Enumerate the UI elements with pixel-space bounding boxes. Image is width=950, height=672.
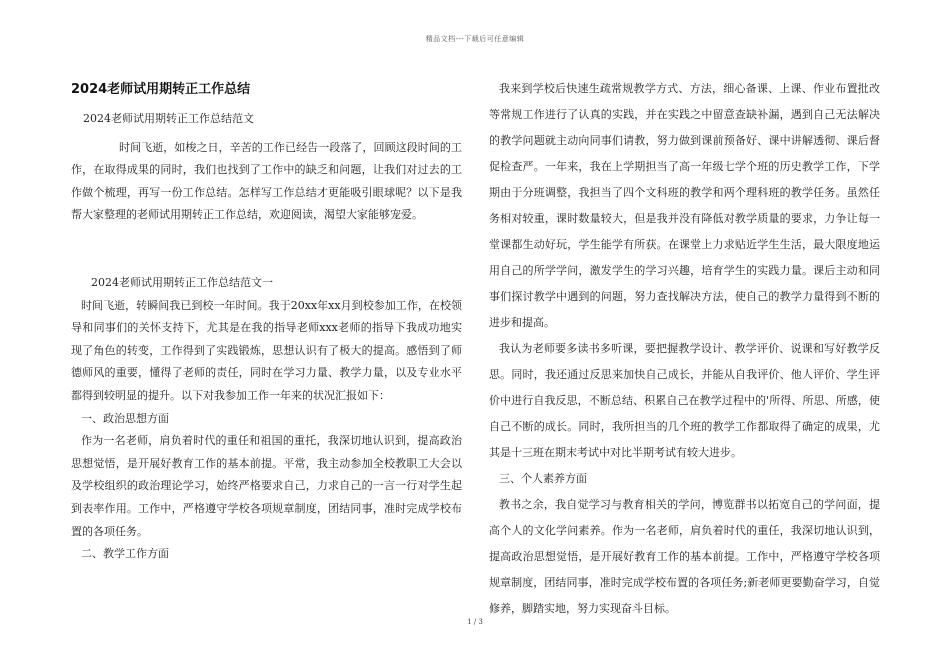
section-heading-literacy: 三、个人素养方面 xyxy=(499,472,587,485)
body-paragraph: 教书之余，我自觉学习与教育相关的学问，博览群书以拓宽自己的学问面，提高个人的文化学问素养。作为一名老师，肩负着时代的重任，我深切地认识到，提高政治思想觉悟，是开展好教育工作的基本前提。工作中，严格遵守学校各项规章制度，团结同事，准时完成学校布置的各项任务;新老师更要勤奋学习，自觉修养，脚踏实地，努力实现奋斗目标。 xyxy=(489,498,880,615)
body-paragraph: 时间飞逝，转瞬间我已到校一年时间。我于20xx年xx月到校参加工作，在校领导和同事们的关怀支持下，尤其是在我的指导老师xxx老师的指导下我成功地实现了角色的转变，工作得到了实践锻炼，思想认识有了极大的提高。感悟到了师德师风的重要，懂得了老师的责任，同时在学习力量、教学力量，以及专业水平都得到较明显的提升。以下对我参加工作一年来的状况汇报如下： xyxy=(71,298,462,402)
page-number: 1 / 3 xyxy=(467,618,483,626)
section-heading-politics: 一、政治思想方面 xyxy=(81,411,169,425)
document-subtitle: 2024老师试用期转正工作总结范文 xyxy=(83,112,254,125)
section-heading-teaching: 二、教学工作方面 xyxy=(81,547,169,561)
document-title: 2024老师试用期转正工作总结 xyxy=(71,82,251,97)
body-paragraph: 作为一名老师，肩负着时代的重任和祖国的重托，我深切地认识到，提高政治思想觉悟，是开展好教育工作的基本前提。平常，我主动参加全校教职工大会以及学校组织的政治理论学习，始终严格要求自己，力求自己的一言一行对学生起到表率作用。工作中，严格遵守学校各项规章制度，团结同事，准时完成学校布置的各项任务。 xyxy=(71,434,462,538)
intro-paragraph: 时间飞逝，如梭之日，辛苦的工作已经告一段落了，回顾这段时间的工作，在取得成果的同时，我们也找到了工作中的缺乏和问题，让我们对过去的工作做个梳理，再写一份工作总结。怎样写工作总结才更能吸引眼球呢？以下是我帮大家整理的老师试用期转正工作总结，欢迎阅读，渴望大家能够宠爱。 xyxy=(71,140,462,222)
paragraph-gap xyxy=(71,227,462,272)
section-subtitle: 2024老师试用期转正工作总结范文一 xyxy=(91,275,273,289)
document-header-note: 精品文档---下载后可任意编辑 xyxy=(425,35,525,43)
body-paragraph: 我来到学校后快速生疏常规教学方式、方法，细心备课、上课、作业布置批改等常规工作进行了认真的实践，并在实践之中留意查缺补漏，遇到自己无法解决的教学问题就主动向同事们请教，努力做到课前预备好、课中讲解透彻、课后督促检查严。一年来，我在上学期担当了高一年级七学个班的历史教学工作，下学期由于分班调整，我担当了四个文科班的教学和两个理科班的教学任务。虽然任务相对较重，课时数量较大，但是我并没有降低对教学质量的要求，力争让每一堂课都生动好玩，学生能学有所获。在课堂上力求贴近学生生活，最大限度地运用自己的所学学问，激发学生的学习兴趣，培育学生的实践力量。课后主动和同事们探讨教学中遇到的问题，努力查找解决方法，使自己的教学力量得到不断的进步和提高。 xyxy=(489,82,880,329)
body-paragraph: 我认为老师要多读书多听课，要把握教学设计、教学评价、说课和写好教学反思。同时，我还通过反思来加快自己成长，并能从自我评价、他人评价、学生评价中进行自我反思，不断总结、积累自己在教学过程中的'所得、所思、所感，使自己不断的成长。同时，我所担当的几个班的教学工作都取得了确定的成果，尤其是十三班在期末考试中对比半期考试有较大进步。 xyxy=(489,342,880,459)
right-column xyxy=(489,76,880,622)
left-column xyxy=(71,78,462,566)
